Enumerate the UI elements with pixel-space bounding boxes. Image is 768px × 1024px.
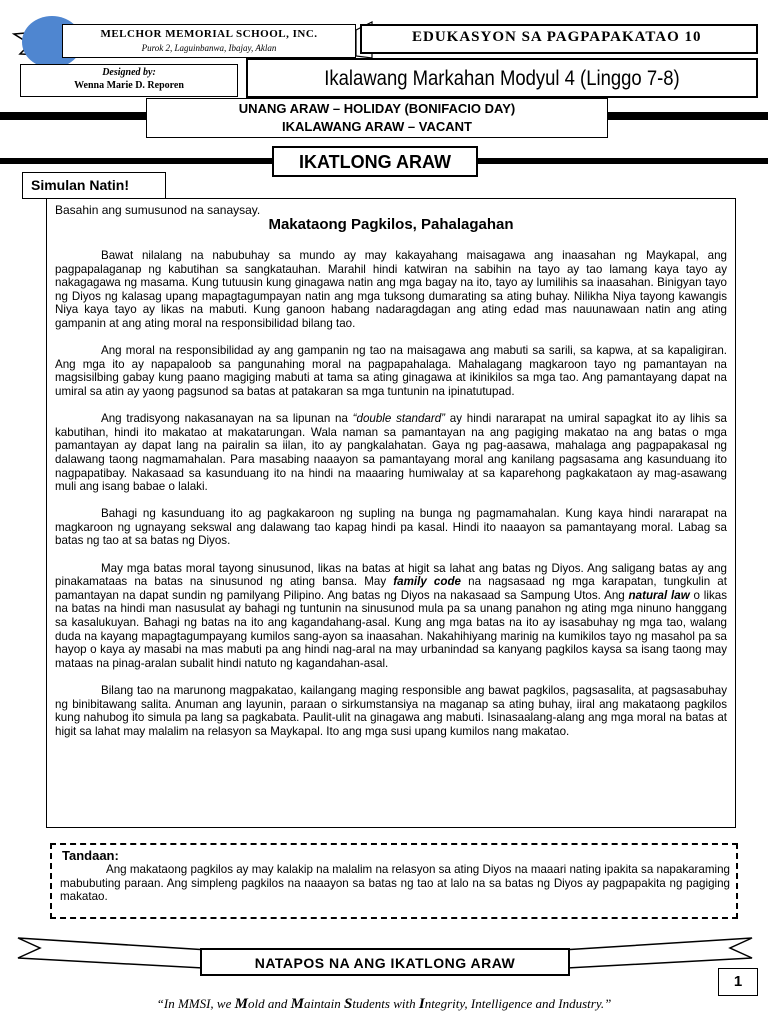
paragraph-text: na nagsasaad ng mga karapatan, tungkulin at pamantayan na dapat sundin ng pamilyang Pilipino. Ang batas ng Diyos na nakasaad sa Sampung Utos. Ang	[55, 575, 727, 602]
page-number: 1	[733, 973, 743, 990]
motto-initial: M	[234, 996, 248, 1012]
motto-initial: M	[290, 996, 304, 1012]
day2-label: IKALAWANG ARAW – VACANT	[282, 119, 472, 134]
motto-initial: I	[418, 996, 425, 1012]
section-title-box	[272, 146, 478, 177]
motto-text: old and	[247, 996, 291, 1011]
tandaan-box	[50, 843, 738, 919]
essay-paragraph: Bahagi ng kasunduang ito ag pagkakaroon ng supling na bunga ng pagmamahalan. Kung kaya hindi nararapat na magkaroon ng ugnayang sekswal ang dalawang tao kapag hindi pa kasal. Hindi ito naaayon sa pamantayang moral. Labag sa batas ng tao at sa batas ng Diyos.	[55, 507, 727, 548]
school-name: MELCHOR MEMORIAL SCHOOL, INC.	[100, 28, 318, 40]
simulan-box	[22, 172, 166, 199]
reading-instruction: Basahin ang sumusunod na sanaysay.	[55, 203, 261, 217]
paragraph-text: May mga batas moral tayong sinusunod, likas na batas at higit sa lahat ang batas ng Diyos. Ang saligang batas ay ang pinakamataas na batas na sinusunod ng ating bansa. May	[55, 561, 727, 589]
day1-label: UNANG ARAW – HOLIDAY (BONIFACIO DAY)	[238, 101, 516, 116]
reading-box	[46, 198, 736, 828]
footer-banner-box	[200, 948, 570, 976]
school-info-box	[62, 24, 356, 58]
paragraph-text: ay hindi nararapat na umiral sapagkat ito ay lihis sa kabutihan, hindi ito makatao at makatarungan. Wala naman sa pamantayan na ang pagiging makatao na ang batas o mga pamantayan ay dapat lang na pairalin sa iilan, ito ay pangkalahatan. Gaya ng pag-aasawa, mahalaga ang pagpapakasal ng dalawang taong nagmamahalan. Para masabing naaayon sa pamantayang moral ang kanilang pagsasama ang kasunduang ito nagpapatibay. Nakasaad sa kasunduang ito na hindi na maaaring humiwalay at sa kaparehong pagkakataon ay mag-asawang muli ang isang babae o lalaki.	[55, 412, 727, 494]
emphasis-text: “double standard”	[352, 412, 446, 426]
motto-text: tudents with	[352, 996, 419, 1011]
essay-body	[55, 249, 727, 752]
module-title-box	[246, 58, 758, 98]
simulan-label: Simulan Natin!	[31, 177, 130, 193]
motto-text: aintain	[303, 996, 345, 1011]
designer-box	[20, 64, 238, 97]
motto-text: “In MMSI, we	[156, 996, 235, 1011]
paragraph-text: Ang tradisyong nakasanayan na sa lipunan na	[101, 412, 353, 426]
module-title: Ikalawang Markahan Modyul 4 (Linggo 7-8)	[324, 67, 680, 90]
designed-by-label: Designed by:	[102, 67, 156, 78]
footer-banner-text: NATAPOS NA ANG IKATLONG ARAW	[254, 955, 516, 971]
tandaan-label: Tandaan:	[62, 848, 119, 863]
page-number-box	[718, 968, 758, 996]
emphasis-text: natural law	[628, 588, 690, 602]
school-address: Purok 2, Laguinbanwa, Ibajay, Aklan	[141, 43, 277, 53]
essay-paragraph	[55, 412, 727, 494]
subject-box	[360, 24, 758, 54]
subject-title: EDUKASYON SA PAGPAPAKATAO 10	[412, 29, 702, 45]
motto-text: ntegrity, Intelligence and Industry.”	[424, 996, 612, 1011]
designer-name: Wenna Marie D. Reporen	[74, 80, 184, 91]
essay-title: Makataong Pagkilos, Pahalagahan	[268, 216, 514, 233]
essay-paragraph: Bawat nilalang na nabubuhay sa mundo ay may kakayahang maisagawa ang inaasahan ng Maykapal, ang pagpapalaganap ng kabutihan sa sangkatauhan. Marahil hindi katwiran na sabihin na tayo ay tao lamang kaya tayo ay nakagagawa ng masama. Kung tutuusin kung ginagawa natin ang mga bagay na ito, tayo ay lumilihis sa inaasahan. Binigyan tayo ng Diyos ng kalasag upang mapagtagumpayan natin ang mga tuksong dumarating sa ating buhay. Nilikha Niya tayong kawangis Niya kaya tayo ay likas na mabuti. Kung ganoon habang nadaragdagan ang ating edad mas nauunawaan natin ang ating gampanin at ang ating moral na responsibilidad bilang tao.	[55, 249, 727, 330]
section-title: IKATLONG ARAW	[299, 152, 451, 172]
emphasis-text: family code	[393, 575, 461, 589]
motto-initial: S	[344, 996, 353, 1012]
tandaan-text: Ang makataong pagkilos ay may kalakip na malalim na relasyon sa ating Diyos na maaari nating ipakita sa napakaraming mabubuting paraan. Ang simpleng pagkilos na naaayon sa batas ng tao at lalo na sa batas ng Diyos ay pagpapakita ng pagiging makatao.	[60, 863, 730, 904]
essay-paragraph: Ang moral na responsibilidad ay ang gampanin ng tao na maisagawa ang mabuti sa sarili, sa kapwa, at sa kapaligiran. Ang mga ito ay napapaloob sa pangunahing moral na pagpapahalaga. Mahalagang magkaroon tayo ng pamantayan na magsisilbing gabay kung paano magiging mabuti at tama sa ating ginagawa at ikinikilos sa mga tao. Ang pamantayang dapat na umiral sa atin ay yaong pagsunod sa batas at patakaran sa mga tuntunin na ipinatutupad.	[55, 344, 727, 398]
paragraph-text: o likas na batas na hindi man nasusulat ay bahagi ng tuntunin na sinusunod mula pa sa unang panahon ng ating mga ninuno hanggang sa kasalukuyan. Bahagi ng batas na ito ang kagandahang-asal. Kung ang mga batas na ito ay isasabuhay ng mga tao, walang duda na kayang mapagtagumpayang kumilos sang-ayon sa inaasahan. Nakahihiyang marinig na kumikilos tayo ng masahol pa sa hayop o kaya ay masabi na mas mabuti pa ang hindi nag-aral na may urbanindad sa kanyang pagkilos kaysa sa isang taong may mataas na pinag-aralan subalit hindi natuto ng kagandahan-asal.	[55, 588, 728, 670]
days-box	[146, 98, 608, 138]
essay-paragraph: Bilang tao na marunong magpakatao, kailangang maging responsible ang bawat pagkilos, pagsasalita, at pagsasabuhay ng binibitawang salita. Anuman ang layunin, paraan o sirkumstansiya na maganap sa ating buhay, iiral ang makataong pagkilos kung nahubog ito simula pa lang sa pagkabata. Paulit-ulit na ginagawa ang mabuti. Isinasaalang-alang ang mga moral na batas at higit sa lahat may malalim na relasyon sa Maykapal. Ito ang mga susi upang kumilos nang makatao.	[55, 684, 727, 738]
school-motto	[0, 996, 768, 1013]
essay-paragraph	[55, 562, 727, 671]
